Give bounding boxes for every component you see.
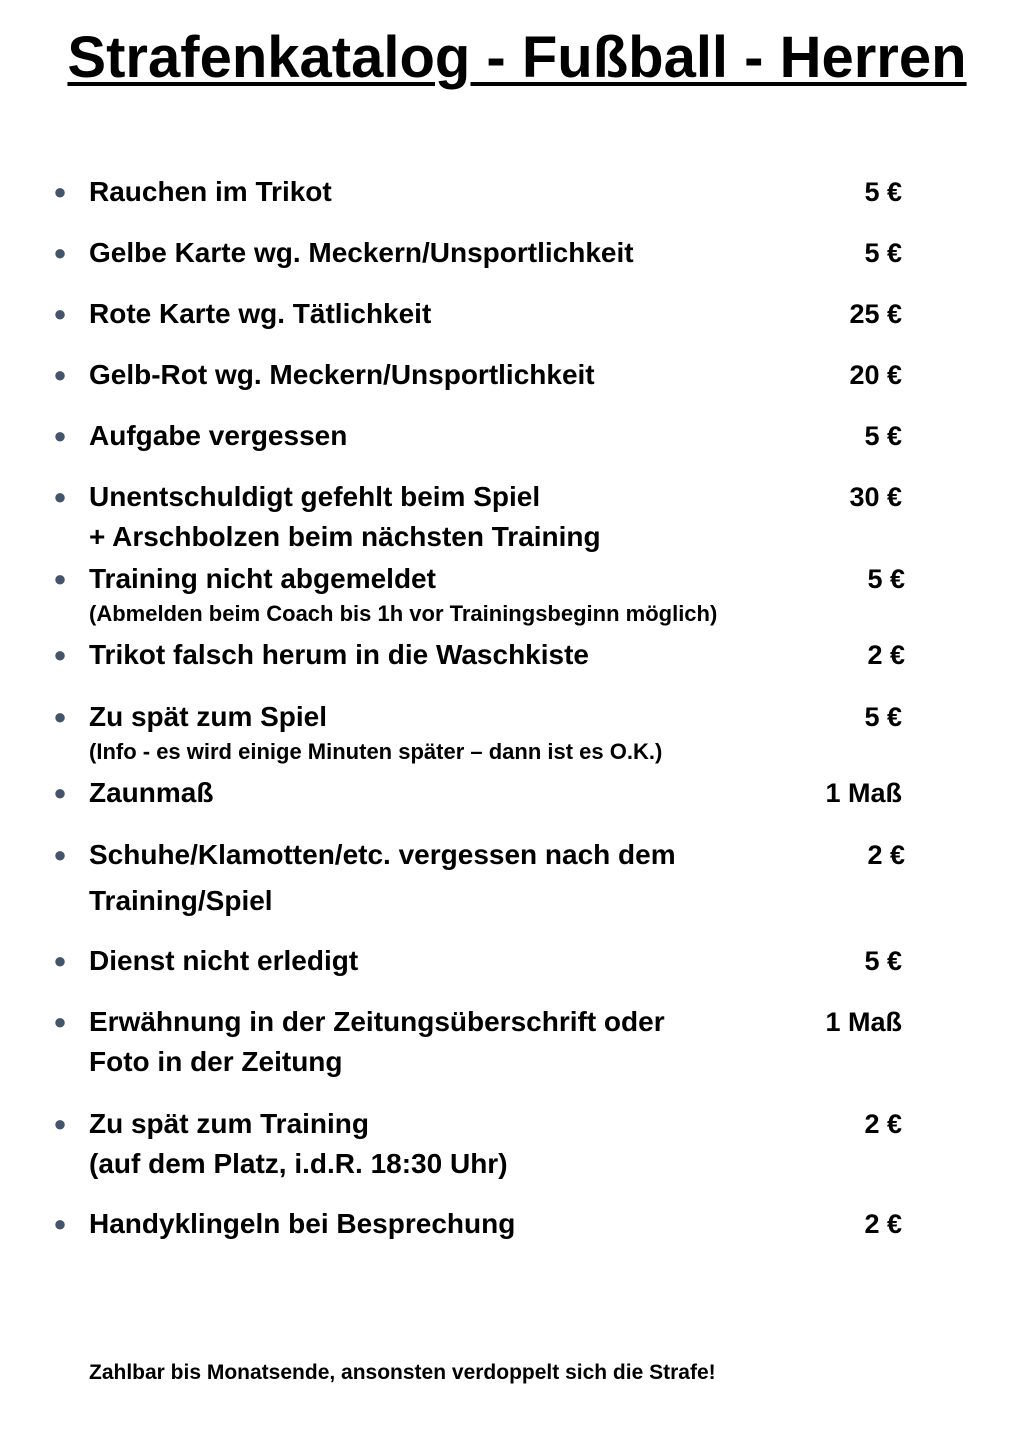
bullet-icon: ● xyxy=(53,1111,67,1136)
penalty-price: 1 Maß xyxy=(825,1007,902,1037)
bullet-icon: ● xyxy=(53,704,67,729)
bullet-icon: ● xyxy=(53,362,67,387)
penalty-price: 25 € xyxy=(849,299,902,329)
penalty-label: Training nicht abgemeldet xyxy=(89,563,436,594)
list-item xyxy=(52,1106,902,1179)
penalty-label: Gelbe Karte wg. Meckern/Unsportlichkeit xyxy=(89,237,634,268)
penalty-price: 5 € xyxy=(864,946,902,976)
penalty-label: Handyklingeln bei Besprechung xyxy=(89,1208,516,1239)
bullet-icon: ● xyxy=(53,780,67,805)
bullet-icon: ● xyxy=(53,842,67,867)
list-item xyxy=(52,174,902,218)
penalty-label: Zu spät zum Training xyxy=(89,1108,370,1139)
list-item xyxy=(52,561,905,626)
penalty-price: 5 € xyxy=(864,177,902,207)
penalty-note: + Arschbolzen beim nächsten Training xyxy=(89,521,601,552)
bullet-icon: ● xyxy=(53,948,67,973)
penalty-label: Dienst nicht erledigt xyxy=(89,945,359,976)
bullet-icon: ● xyxy=(53,484,67,509)
bullet-icon: ● xyxy=(53,1211,67,1236)
penalty-label: Rauchen im Trikot xyxy=(89,176,332,207)
penalty-label: Schuhe/Klamotten/etc. vergessen nach dem xyxy=(89,839,676,870)
penalty-label: Zu spät zum Spiel xyxy=(89,701,328,732)
penalty-label: Zaunmaß xyxy=(89,777,214,808)
list-item xyxy=(52,418,902,462)
bullet-icon: ● xyxy=(53,1009,67,1034)
payment-note: Zahlbar bis Monatsende, ansonsten verdoppelt sich die Strafe! xyxy=(89,1361,716,1384)
penalty-price: 5 € xyxy=(864,238,902,268)
list-item xyxy=(52,357,902,401)
page-title: Strafenkatalog - Fußball - Herren xyxy=(67,25,967,90)
bullet-icon: ● xyxy=(53,423,67,448)
bullet-icon: ● xyxy=(53,179,67,204)
penalty-price: 5 € xyxy=(864,421,902,451)
bullet-icon: ● xyxy=(53,240,67,265)
penalty-price: 2 € xyxy=(864,1209,902,1239)
penalty-price: 30 € xyxy=(849,482,902,512)
penalty-price: 2 € xyxy=(867,840,905,870)
list-item xyxy=(52,943,902,987)
bullet-icon: ● xyxy=(53,642,67,667)
penalty-label: Unentschuldigt gefehlt beim Spiel xyxy=(89,481,541,512)
penalty-price: 2 € xyxy=(867,640,905,670)
bullet-icon: ● xyxy=(53,566,67,591)
penalty-price: 20 € xyxy=(849,360,902,390)
penalty-price: 5 € xyxy=(864,702,902,732)
penalty-label: Erwähnung in der Zeitungsüberschrift oder xyxy=(89,1006,665,1037)
list-item xyxy=(52,1206,902,1250)
list-item xyxy=(52,296,902,340)
list-item xyxy=(52,1004,902,1077)
penalty-label: Trikot falsch herum in die Waschkiste xyxy=(89,639,589,670)
list-item xyxy=(52,775,902,819)
penalty-note: Foto in der Zeitung xyxy=(89,1046,343,1077)
penalty-price: 5 € xyxy=(867,564,905,594)
penalty-note: (Info - es wird einige Minuten später – dann ist es O.K.) xyxy=(89,739,663,764)
penalty-price: 2 € xyxy=(864,1109,902,1139)
list-item xyxy=(52,837,905,916)
penalty-price: 1 Maß xyxy=(825,778,902,808)
penalty-note: (Abmelden beim Coach bis 1h vor Trainingsbeginn möglich) xyxy=(89,601,718,626)
penalty-note: (auf dem Platz, i.d.R. 18:30 Uhr) xyxy=(89,1148,508,1179)
penalty-label: Aufgabe vergessen xyxy=(89,420,348,451)
list-item xyxy=(52,699,902,764)
bullet-icon: ● xyxy=(53,301,67,326)
penalty-label: Rote Karte wg. Tätlichkeit xyxy=(89,298,432,329)
list-item xyxy=(52,479,902,552)
penalty-note: Training/Spiel xyxy=(89,885,273,916)
list-item xyxy=(52,235,902,279)
list-item xyxy=(52,637,905,681)
penalty-label: Gelb-Rot wg. Meckern/Unsportlichkeit xyxy=(89,359,595,390)
